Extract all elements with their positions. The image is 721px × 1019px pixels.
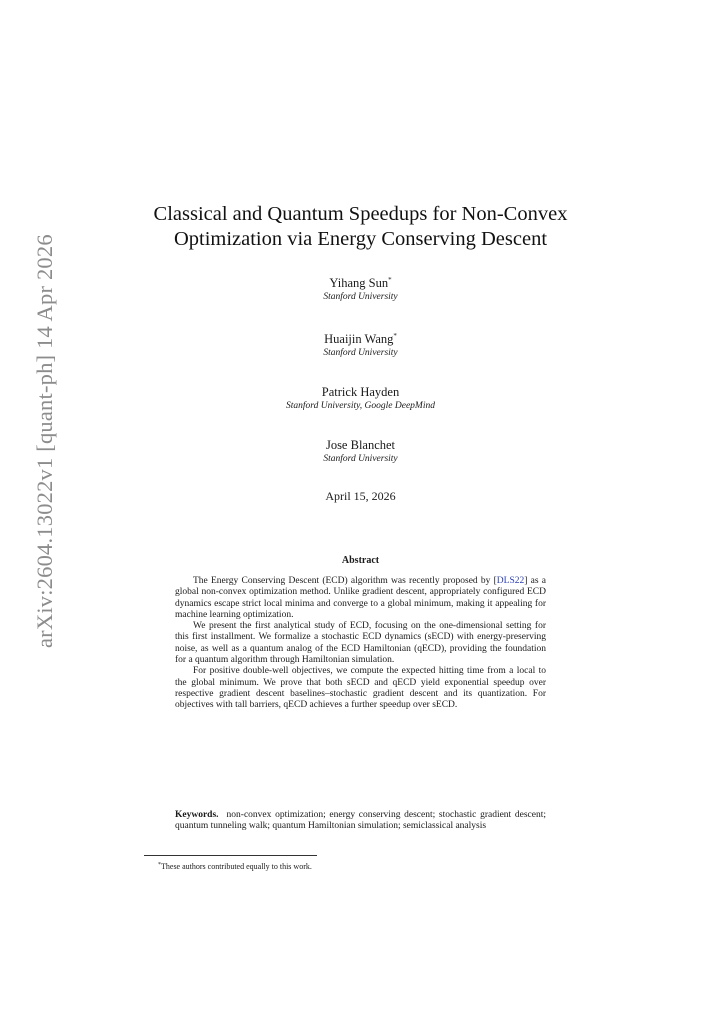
- author-block-1: [160, 273, 561, 303]
- footnote-mark: *: [158, 862, 161, 868]
- footnote-rule: [144, 855, 317, 856]
- paper-title-line-1: Classical and Quantum Speedups for Non-Convex: [153, 203, 568, 225]
- arxiv-identifier: arXiv:2604.13022v1 [quant-ph] 14 Apr 2026: [32, 234, 57, 648]
- paper-title: [100, 202, 621, 252]
- author-affiliation: Stanford University: [323, 454, 398, 464]
- author-block-2: [160, 329, 561, 359]
- abstract-paragraph-3: For positive double-well objectives, we compute the expected hitting time from a local to the global minimum. We prove that both sECD and qECD yield exponential speedup over respective gradient descent baselines–stochastic gradient descent and its quantization. For objectives with tall barriers, qECD achieves a further speedup over sECD.: [175, 666, 546, 711]
- equal-contribution-mark: *: [388, 276, 392, 284]
- author-name: Huaijin Wang*: [324, 332, 397, 346]
- equal-contribution-mark: *: [393, 332, 397, 340]
- author-affiliation: Stanford University: [323, 348, 398, 358]
- author-name: Patrick Hayden: [321, 385, 400, 399]
- author-block-3: [160, 382, 561, 412]
- author-block-4: [160, 435, 561, 465]
- author-affiliation: Stanford University, Google DeepMind: [286, 401, 435, 411]
- abstract-body: [175, 576, 546, 712]
- abstract-paragraph-2: We present the first analytical study of ECD, focusing on the one-dimensional setting for this first installment. We formalize a stochastic ECD dynamics (sECD) with energy-preserving noise, as well as a quantum analog of the ECD Hamiltonian (qECD), providing the foundation for a quantum algorithm through Hamiltonian simulation.: [175, 621, 546, 666]
- publication-date: April 15, 2026: [325, 489, 396, 503]
- keywords-label: Keywords.: [175, 810, 219, 820]
- footnote-text: These authors contributed equally to this work.: [161, 862, 312, 871]
- keywords: [175, 810, 546, 833]
- keywords-text: non-convex optimization; energy conserving descent; stochastic gradient descent; quantum tunneling walk; quantum Hamiltonian simulation; semiclassical analysis: [175, 810, 546, 832]
- author-affiliation: Stanford University: [323, 292, 398, 302]
- footnote: [158, 860, 312, 872]
- abstract-heading: Abstract: [341, 555, 380, 566]
- paper-title-line-2: Optimization via Energy Conserving Descent: [173, 228, 548, 250]
- author-name: Jose Blanchet: [325, 438, 396, 452]
- author-name: Yihang Sun*: [329, 276, 392, 290]
- abstract-paragraph-1: The Energy Conserving Descent (ECD) algorithm was recently proposed by [DLS22] as a global non-convex optimization method. Unlike gradient descent, appropriately configured ECD dynamics escape strict local minima and converge to a global minimum, making it appealing for machine learning optimization.: [175, 576, 546, 620]
- citation-link-dls22[interactable]: DLS22: [496, 576, 525, 586]
